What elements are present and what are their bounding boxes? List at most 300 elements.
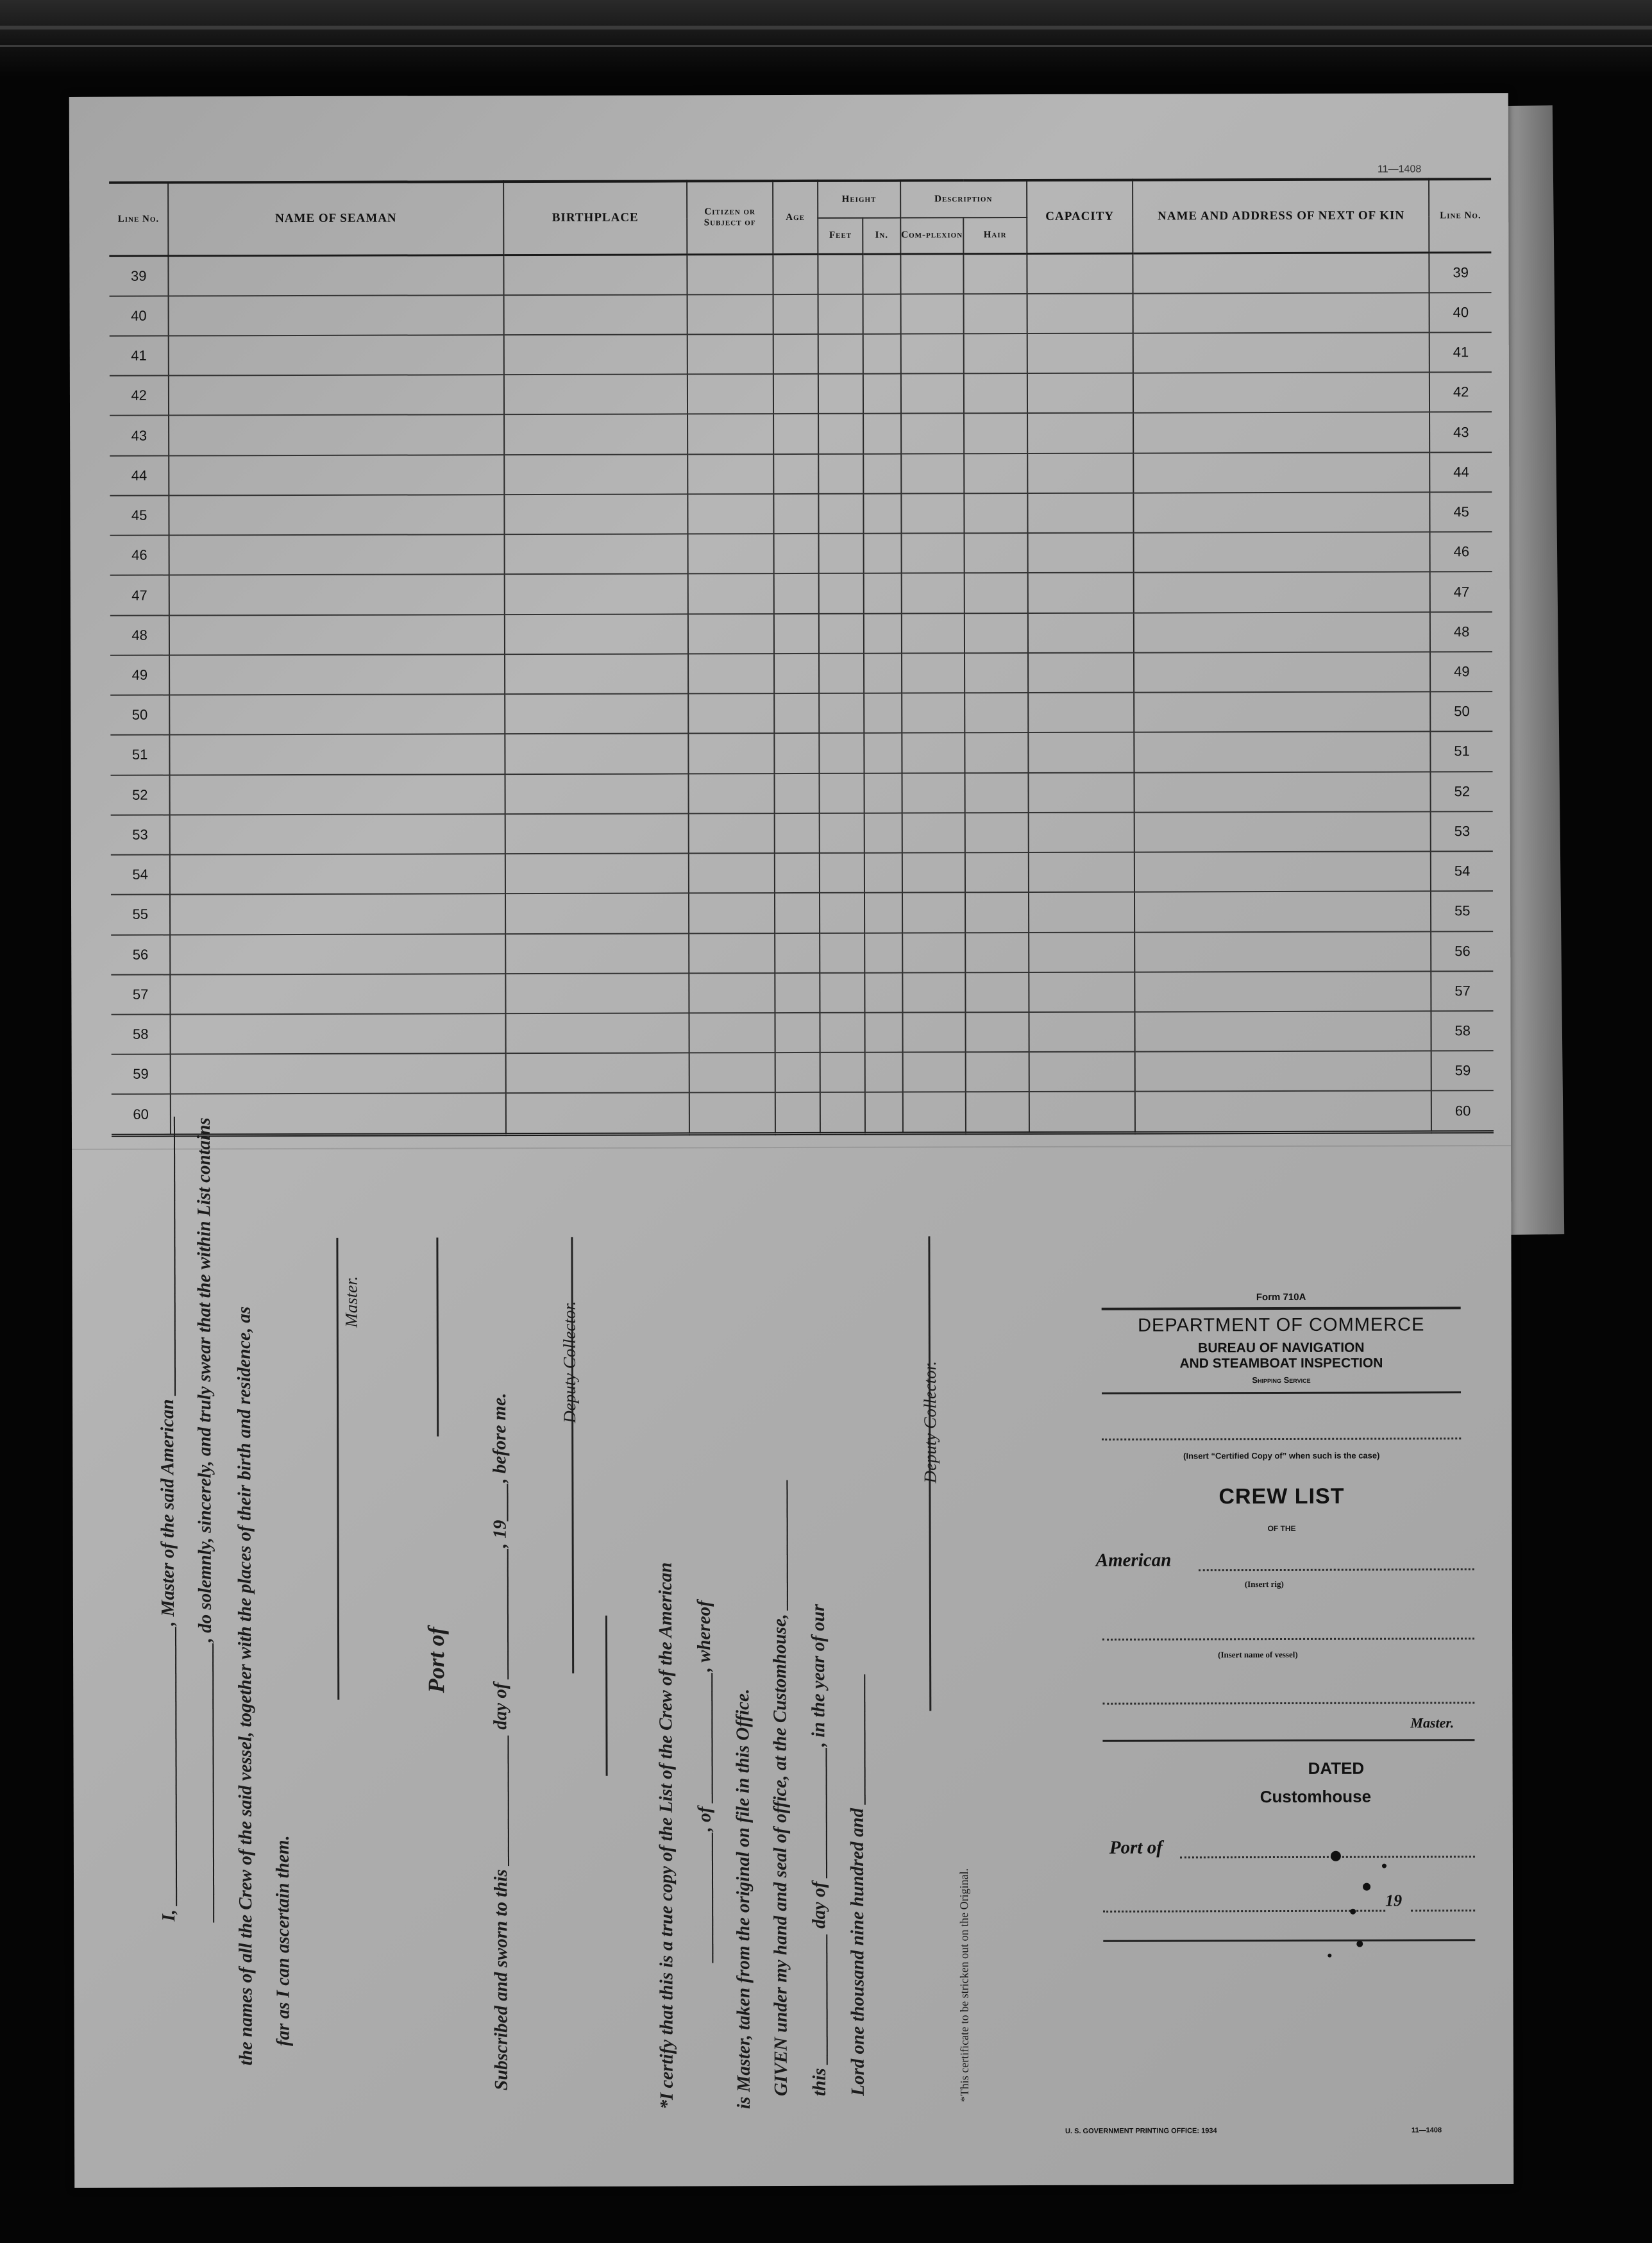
- table-cell: [1027, 453, 1134, 493]
- table-cell: [864, 613, 901, 653]
- table-row: [111, 1011, 1493, 1054]
- table-cell: [775, 853, 820, 893]
- table-cell: [1029, 1052, 1135, 1092]
- line-number: 50: [110, 695, 170, 735]
- table-cell: [1134, 892, 1431, 932]
- master-signature-line: [336, 1238, 339, 1700]
- ink-spot: [1363, 1883, 1370, 1891]
- table-cell: [865, 933, 902, 972]
- table-cell: [900, 334, 964, 373]
- table-cell: [965, 573, 1028, 613]
- table-cell: [1134, 851, 1431, 892]
- line-number: 41: [110, 336, 169, 376]
- table-cell: [687, 294, 773, 335]
- table-row: [110, 452, 1492, 496]
- table-cell: [1134, 772, 1431, 812]
- table-cell: [901, 453, 965, 493]
- table-cell: [505, 654, 688, 694]
- line-number-right: 45: [1430, 492, 1492, 532]
- table-cell: [504, 375, 687, 415]
- table-cell: [169, 295, 504, 336]
- table-cell: [902, 852, 965, 892]
- line-number-right: 46: [1430, 532, 1492, 571]
- line-number-right: 47: [1430, 572, 1492, 612]
- table-cell: [901, 573, 965, 613]
- table-cell: [820, 773, 864, 813]
- table-cell: [687, 454, 773, 495]
- table-cell: [819, 613, 864, 653]
- line-number-right: 39: [1429, 252, 1492, 292]
- line-number-right: 41: [1429, 332, 1492, 372]
- col-line-no: Line No.: [109, 183, 169, 256]
- table-cell: [171, 1094, 506, 1135]
- table-cell: [865, 972, 902, 1012]
- table-cell: [1029, 972, 1135, 1012]
- line-number-right: 44: [1430, 452, 1492, 492]
- table-cell: [1134, 572, 1430, 613]
- cover-rule: [1102, 1391, 1461, 1394]
- table-cell: [864, 853, 902, 893]
- line-number-right: 51: [1431, 731, 1493, 771]
- table-cell: [901, 374, 965, 414]
- table-cell: [503, 254, 687, 295]
- table-cell: [689, 853, 775, 893]
- line-number-right: 49: [1430, 652, 1492, 691]
- table-row: [110, 572, 1492, 616]
- table-cell: [819, 534, 864, 573]
- table-cell: [965, 852, 1029, 892]
- table-cell: [689, 813, 775, 854]
- table-cell: [1133, 252, 1429, 293]
- table-cell: [1027, 334, 1133, 374]
- table-cell: [773, 494, 818, 534]
- table-cell: [1028, 693, 1134, 733]
- table-cell: [689, 1013, 775, 1053]
- table-row: [110, 652, 1492, 695]
- ink-spot: [1382, 1864, 1386, 1868]
- col-capacity: CAPACITY: [1027, 180, 1133, 253]
- year-label: 19: [1385, 1891, 1403, 1910]
- cover-rule: [1102, 1739, 1474, 1742]
- table-cell: [505, 574, 688, 614]
- table-cell: [864, 733, 902, 773]
- date-line: [1103, 1910, 1385, 1913]
- table-cell: [169, 614, 505, 656]
- table-cell: [1133, 373, 1429, 413]
- line-number: 42: [110, 376, 169, 416]
- table-cell: [864, 534, 901, 573]
- table-cell: [504, 454, 687, 495]
- table-cell: [169, 255, 504, 296]
- table-cell: [1027, 493, 1134, 534]
- master-name-line: [1102, 1702, 1474, 1705]
- col-feet: Feet: [818, 218, 863, 254]
- table-cell: [505, 1013, 689, 1053]
- table-cell: [819, 733, 864, 773]
- table-cell: [505, 893, 689, 934]
- table-cell: [169, 335, 504, 376]
- table-cell: [170, 774, 505, 815]
- table-cell: [1027, 253, 1133, 294]
- table-cell: [964, 493, 1027, 533]
- table-cell: [864, 573, 901, 613]
- table-cell: [171, 1013, 506, 1054]
- col-complexion: Com-plexion: [900, 217, 964, 253]
- insert-name-hint: (Insert name of vessel): [1218, 1649, 1298, 1660]
- table-cell: [818, 374, 863, 414]
- table-cell: [902, 1053, 966, 1092]
- table-cell: [689, 933, 775, 974]
- form-number: Form 710A: [1256, 1291, 1306, 1303]
- is-master-line: is Master, taken from the original on file in this Office.: [732, 1688, 754, 2110]
- ink-spot: [1328, 1954, 1331, 1958]
- port-line: [436, 1237, 439, 1436]
- col-description: Description: [900, 180, 1027, 218]
- table-cell: [169, 654, 505, 695]
- table-cell: [819, 654, 864, 693]
- table-cell: [775, 933, 820, 972]
- line-number-right: 59: [1431, 1051, 1494, 1090]
- given-line: GIVEN under my hand and seal of office, at the Customhouse, ______________: [769, 1478, 791, 2097]
- table-cell: [1134, 532, 1430, 573]
- insert-certified-hint: (Insert “Certified Copy of” when such is the case): [1183, 1450, 1380, 1461]
- line-number: 39: [109, 256, 169, 296]
- col-citizen: Citizen or Subject of: [687, 181, 773, 254]
- table-cell: [688, 573, 774, 614]
- table-cell: [774, 693, 819, 733]
- table-cell: [901, 493, 965, 533]
- line-number: 47: [110, 575, 170, 615]
- shipping-service: Shipping Service: [1252, 1375, 1311, 1385]
- oath-line-4: far as I can ascertain them.: [272, 1835, 294, 2047]
- table-cell: [1027, 413, 1134, 453]
- table-cell: [965, 653, 1028, 693]
- oath-line-1: I, ______________________________, Master of the said American ______________________________: [156, 1115, 180, 1922]
- line-number-right: 56: [1431, 931, 1494, 971]
- table-cell: [687, 414, 773, 455]
- table-cell: [963, 253, 1027, 294]
- of-whereof-line: ______________, of ______________, whereof: [693, 1600, 716, 1962]
- line-number: 59: [112, 1054, 171, 1094]
- table-row: [111, 851, 1493, 895]
- table-cell: [169, 375, 504, 416]
- table-cell: [171, 1053, 506, 1094]
- line-number: 55: [111, 895, 171, 935]
- table-cell: [965, 533, 1028, 573]
- table-cell: [820, 1013, 865, 1053]
- table-cell: [1135, 971, 1431, 1011]
- table-row: [111, 811, 1493, 855]
- line-number: 48: [110, 615, 170, 655]
- table-cell: [689, 893, 775, 933]
- table-cell: [965, 773, 1029, 813]
- line-number-right: 55: [1431, 891, 1493, 931]
- table-cell: [966, 1092, 1029, 1133]
- table-cell: [505, 853, 689, 893]
- table-cell: [820, 933, 864, 972]
- table-cell: [774, 733, 819, 773]
- table-cell: [820, 972, 864, 1012]
- table-cell: [902, 1092, 966, 1133]
- cover-rule: [1102, 1307, 1461, 1310]
- table-cell: [688, 614, 774, 654]
- table-cell: [902, 733, 965, 773]
- ink-spot: [1350, 1909, 1356, 1915]
- table-row: [111, 931, 1493, 975]
- american-label: American: [1095, 1550, 1172, 1571]
- table-row: [110, 532, 1492, 575]
- table-cell: [688, 654, 774, 694]
- table-cell: [505, 614, 688, 654]
- table-cell: [773, 454, 818, 494]
- table-cell: [902, 773, 965, 813]
- page-fold: [72, 1145, 1511, 1150]
- table-cell: [865, 1013, 902, 1053]
- table-cell: [506, 1093, 689, 1135]
- table-cell: [774, 654, 819, 693]
- table-cell: [819, 693, 864, 733]
- table-cell: [773, 294, 818, 334]
- table-cell: [773, 414, 818, 453]
- crew-table: [109, 178, 1494, 1137]
- table-cell: [773, 374, 818, 414]
- col-inches: In.: [863, 218, 900, 254]
- line-number: 57: [111, 974, 171, 1014]
- line-number: 52: [111, 775, 171, 815]
- table-cell: [966, 1052, 1029, 1092]
- line-number: 46: [110, 536, 170, 575]
- year-line: [1411, 1909, 1475, 1911]
- col-next-of-kin: NAME AND ADDRESS OF NEXT OF KIN: [1133, 179, 1429, 253]
- line-number: 40: [110, 296, 169, 335]
- table-cell: [688, 733, 774, 774]
- subscribed-line: Subscribed and sworn to this ______________ day of ______________, 19____, before me.: [489, 1392, 512, 2091]
- table-row: [110, 612, 1492, 656]
- table-cell: [688, 534, 774, 574]
- deputy-line-short: [605, 1616, 608, 1776]
- table-cell: [169, 455, 505, 496]
- table-cell: [687, 254, 773, 294]
- table-cell: [773, 334, 818, 374]
- table-cell: [773, 534, 818, 573]
- table-cell: [503, 294, 687, 335]
- line-number: 44: [110, 455, 169, 495]
- table-cell: [1134, 811, 1431, 852]
- table-header: [109, 179, 1491, 256]
- cover-master-label: Master.: [1410, 1714, 1454, 1731]
- table-body: [109, 252, 1494, 1135]
- scanner-strip: [0, 26, 1652, 30]
- table-cell: [863, 294, 900, 334]
- cover-port-line: [1180, 1856, 1475, 1858]
- table-cell: [775, 893, 820, 933]
- col-age: Age: [773, 181, 818, 254]
- dated-label: DATED: [1308, 1758, 1365, 1778]
- table-cell: [965, 613, 1028, 653]
- table-cell: [1134, 692, 1431, 732]
- col-hair: Hair: [963, 217, 1027, 253]
- table-cell: [1134, 492, 1430, 532]
- table-cell: [902, 893, 966, 933]
- cover-port-of-label: Port of: [1109, 1837, 1163, 1858]
- table-cell: [170, 814, 505, 855]
- table-cell: [1133, 332, 1429, 373]
- vessel-name-line: [1102, 1638, 1474, 1641]
- table-cell: [1133, 412, 1429, 453]
- crew-list-page: [69, 93, 1514, 2188]
- table-cell: [169, 575, 505, 616]
- certificate-footnote: *This certificate to be stricken out on the Original.: [957, 1868, 971, 2103]
- table-cell: [864, 813, 902, 852]
- line-number-right: 48: [1430, 612, 1492, 652]
- of-the-label: OF THE: [1267, 1523, 1296, 1534]
- table-cell: [965, 892, 1029, 932]
- table-cell: [1027, 293, 1133, 334]
- line-number-right: 54: [1431, 851, 1493, 891]
- table-row: [112, 1051, 1494, 1094]
- line-number: 58: [111, 1015, 171, 1054]
- certified-copy-line: [1102, 1437, 1461, 1440]
- table-row: [110, 292, 1492, 336]
- table-cell: [505, 813, 688, 854]
- table-cell: [505, 734, 688, 774]
- table-cell: [818, 254, 863, 294]
- table-cell: [864, 653, 901, 693]
- table-cell: [169, 534, 505, 575]
- table-cell: [504, 414, 687, 455]
- table-cell: [863, 254, 900, 294]
- gpo-imprint-code: 11—1408: [1412, 2126, 1442, 2135]
- table-cell: [504, 494, 687, 534]
- table-cell: [864, 494, 901, 534]
- rig-line: [1199, 1568, 1474, 1571]
- crew-list-title: CREW LIST: [1218, 1484, 1345, 1509]
- table-cell: [818, 414, 863, 453]
- this-day-line: this ______________ day of ______________, in the year of our: [807, 1604, 830, 2096]
- table-cell: [818, 334, 863, 374]
- certify-line: *I certify that this is a true copy of the List of the Crew of the American: [655, 1562, 677, 2110]
- table-cell: [775, 1053, 820, 1092]
- table-cell: [1027, 373, 1133, 414]
- department-title: DEPARTMENT OF COMMERCE: [1138, 1314, 1425, 1336]
- line-number: 56: [111, 935, 171, 974]
- customhouse-label: Customhouse: [1260, 1786, 1372, 1807]
- table-cell: [774, 614, 819, 654]
- form-code: 11—1408: [1378, 164, 1422, 175]
- table-cell: [689, 1093, 775, 1134]
- table-cell: [965, 732, 1028, 772]
- master-label: Master.: [341, 1276, 361, 1328]
- table-cell: [902, 972, 966, 1012]
- line-number-right: 57: [1431, 971, 1494, 1011]
- table-cell: [901, 414, 965, 453]
- table-cell: [865, 1092, 902, 1133]
- line-number-right: 60: [1431, 1091, 1494, 1132]
- table-row: [111, 891, 1493, 935]
- col-height: Height: [818, 181, 900, 218]
- line-number: 45: [110, 495, 169, 535]
- bureau-line-1: BUREAU OF NAVIGATION: [1198, 1340, 1365, 1356]
- table-cell: [965, 693, 1028, 732]
- scanner-strip: [0, 45, 1652, 47]
- table-row: [111, 971, 1493, 1015]
- table-cell: [687, 334, 773, 375]
- table-cell: [1135, 1051, 1431, 1092]
- table-cell: [820, 893, 864, 933]
- table-cell: [965, 933, 1029, 972]
- table-cell: [505, 933, 689, 974]
- col-line-no-right: Line No.: [1429, 179, 1492, 252]
- table-cell: [1027, 613, 1134, 653]
- table-cell: [900, 253, 964, 294]
- table-cell: [1134, 931, 1431, 972]
- insert-rig-hint: (Insert rig): [1244, 1579, 1284, 1589]
- line-number-right: 58: [1431, 1011, 1494, 1051]
- line-number-right: 42: [1429, 372, 1492, 412]
- table-cell: [864, 893, 902, 933]
- line-number-right: 40: [1429, 292, 1492, 332]
- table-cell: [169, 415, 504, 456]
- table-cell: [504, 334, 687, 375]
- table-cell: [773, 573, 818, 613]
- table-cell: [820, 853, 864, 893]
- table-cell: [688, 494, 774, 534]
- table-row: [110, 332, 1492, 376]
- table-cell: [775, 1092, 820, 1133]
- table-cell: [1027, 533, 1134, 573]
- table-cell: [902, 613, 965, 653]
- line-number: 53: [111, 815, 171, 854]
- cover-panel: [1095, 1291, 1514, 2062]
- line-number: 49: [110, 655, 170, 695]
- table-cell: [964, 414, 1027, 453]
- table-cell: [1028, 652, 1134, 693]
- table-cell: [818, 453, 863, 493]
- scanner-top-band: [0, 0, 1652, 77]
- table-cell: [864, 693, 902, 733]
- table-row: [109, 252, 1491, 296]
- table-cell: [902, 933, 966, 972]
- col-birthplace: BIRTHPLACE: [503, 181, 687, 255]
- table-cell: [170, 734, 505, 775]
- line-number: 51: [110, 735, 170, 775]
- table-cell: [900, 294, 964, 334]
- table-cell: [505, 694, 688, 734]
- table-row: [110, 691, 1492, 735]
- table-cell: [819, 573, 864, 613]
- table-cell: [170, 854, 505, 895]
- table-cell: [505, 1053, 689, 1094]
- table-cell: [775, 973, 820, 1013]
- table-cell: [966, 1012, 1029, 1052]
- table-cell: [1028, 732, 1134, 773]
- table-row: [110, 731, 1492, 775]
- table-row: [110, 372, 1492, 416]
- table-cell: [170, 893, 505, 935]
- table-cell: [1135, 1091, 1431, 1133]
- table-cell: [170, 694, 505, 735]
- table-cell: [1029, 1012, 1135, 1053]
- table-cell: [1133, 292, 1429, 333]
- table-cell: [773, 254, 818, 294]
- bureau-line-2: AND STEAMBOAT INSPECTION: [1179, 1355, 1383, 1371]
- table-cell: [688, 693, 774, 734]
- table-cell: [1134, 732, 1431, 772]
- oath-line-2: ______________________________, do solemnly, sincerely, and truly swear that the within List contains: [193, 1117, 217, 1922]
- table-cell: [820, 1053, 865, 1092]
- table-cell: [1134, 652, 1430, 692]
- table-cell: [820, 813, 864, 853]
